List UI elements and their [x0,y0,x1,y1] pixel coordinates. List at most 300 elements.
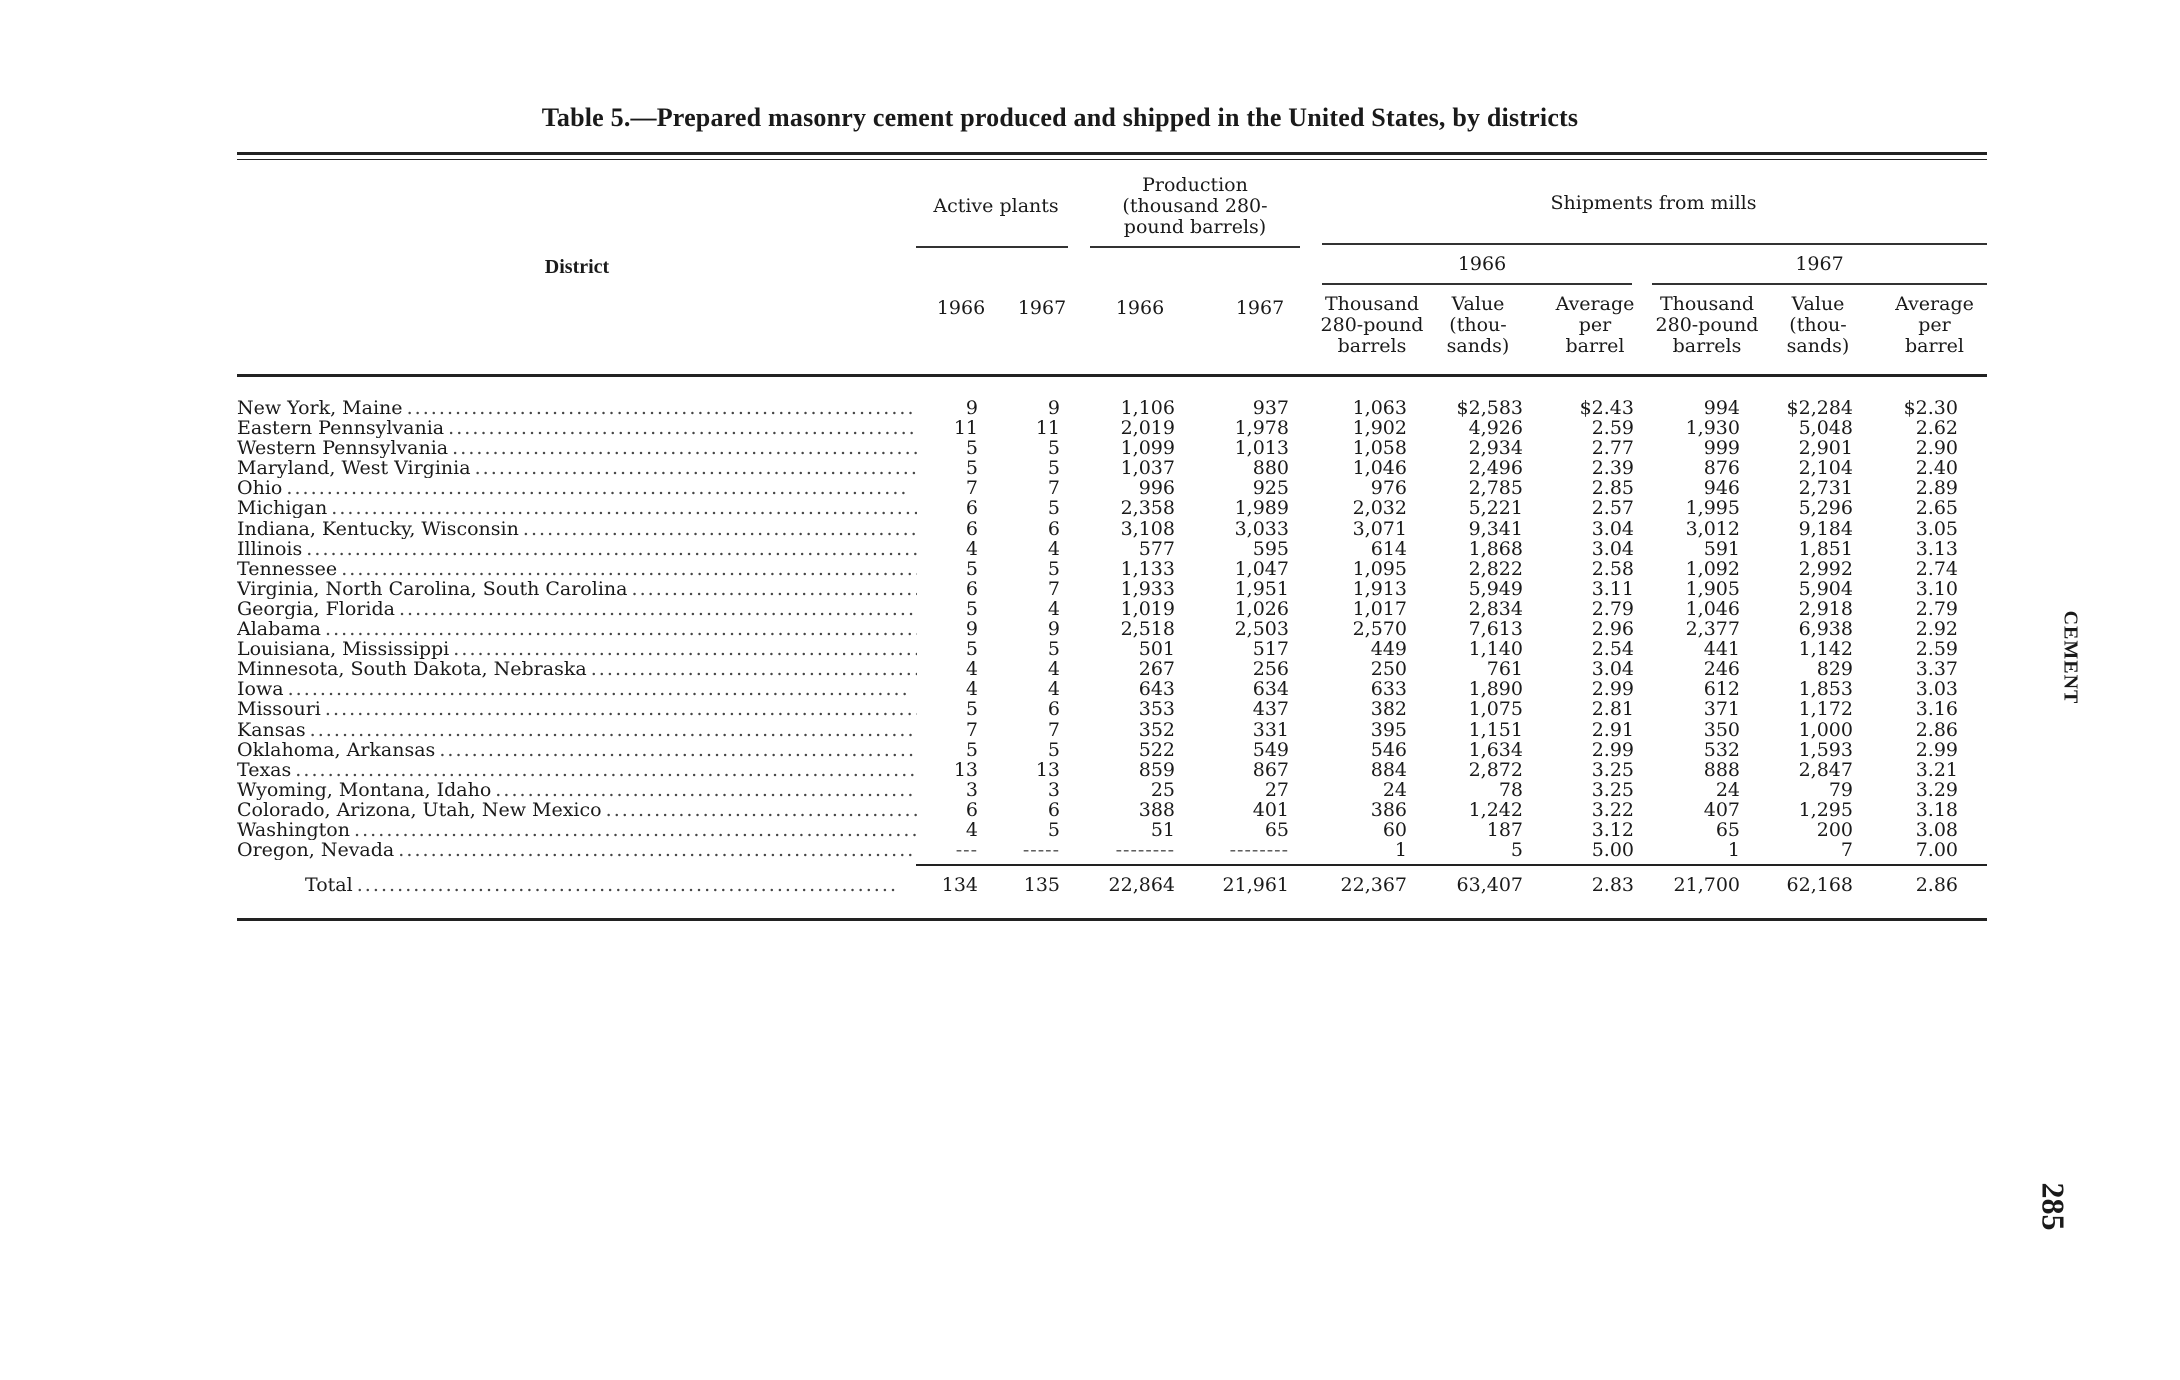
table-cell: 2,104 [1798,457,1853,480]
table-cell: 925 [1252,477,1289,500]
table-cell: 1,593 [1798,738,1853,761]
table-cell: 6 [965,517,978,540]
table-cell: 876 [1703,457,1740,480]
total-cell: 63,407 [1456,874,1523,896]
district-name: Wyoming, Montana, Idaho . . [237,780,917,800]
table-cell: 1,063 [1352,397,1407,419]
table-cell: 2,032 [1352,497,1407,520]
table-cell: 449 [1370,638,1407,661]
table-cell: 3.25 [1591,778,1634,801]
table-cell: 7 [965,477,978,500]
total-cell: 135 [1023,874,1060,896]
table-cell: 2,901 [1798,437,1853,460]
table-row [237,659,1987,679]
district-name: Illinois . . [237,539,917,559]
table-cell: 24 [1715,778,1740,801]
table-cell: 1,037 [1120,457,1175,480]
table-cell: 761 [1486,658,1523,681]
table-cell: 577 [1138,537,1175,560]
table-cell: 2.59 [1915,638,1958,661]
top-rule [237,152,1987,155]
table-cell: 7 [1840,839,1853,862]
table-cell: 591 [1703,537,1740,560]
table-cell: 2,992 [1798,557,1853,580]
table-cell: 7 [1047,718,1060,741]
column-header-plants-1966: 1966 [936,297,986,319]
district-name: Ohio . . [237,478,917,498]
table-cell: 1,853 [1798,678,1853,701]
table-cell: 517 [1252,638,1289,661]
table-cell: 1,075 [1468,698,1523,721]
table-cell: 4 [965,818,978,841]
table-cell: 867 [1252,758,1289,781]
table-cell: -------- [1115,839,1175,862]
table-cell: 437 [1252,698,1289,721]
table-cell: 24 [1382,778,1407,801]
table-cell: 3.16 [1915,698,1958,721]
table-cell: 5 [1047,738,1060,761]
table-cell: 13 [1035,758,1060,781]
district-name: Western Pennsylvania . . [237,438,917,458]
table-row [237,498,1987,518]
table-cell: 1,851 [1798,537,1853,560]
table-cell: 395 [1370,718,1407,741]
column-header-plants-1967: 1967 [1017,297,1067,319]
table-cell: 3.12 [1591,818,1634,841]
table-cell: 9 [965,397,978,419]
table-cell: 7,613 [1468,618,1523,641]
table-cell: 6 [965,497,978,520]
table-cell: 549 [1252,738,1289,761]
table-cell: 2.65 [1915,497,1958,520]
table-cell: 546 [1370,738,1407,761]
table-row [237,840,1987,860]
table-cell: 1,099 [1120,437,1175,460]
table-cell: 2,358 [1120,497,1175,520]
table-cell: 2,570 [1352,618,1407,641]
table-cell: 13 [953,758,978,781]
table-cell: 7 [1047,477,1060,500]
table-cell: 371 [1703,698,1740,721]
table-cell: 859 [1138,758,1175,781]
table-row [237,519,1987,539]
table-cell: 6,938 [1798,618,1853,641]
table-cell: 1,995 [1685,497,1740,520]
table-cell: 2.86 [1915,718,1958,741]
table-cell: 3.29 [1915,778,1958,801]
table-cell: 3.08 [1915,818,1958,841]
table-cell: 187 [1486,818,1523,841]
district-name: Minnesota, South Dakota, Nebraska . . [237,659,917,679]
table-row [237,699,1987,719]
table-cell: 994 [1703,397,1740,419]
table-cell: 5,048 [1798,417,1853,440]
table-cell: -------- [1229,839,1289,862]
table-cell: 2,731 [1798,477,1853,500]
table-cell: 2.91 [1591,718,1634,741]
table-cell: 3.04 [1591,658,1634,681]
table-cell: 6 [1047,517,1060,540]
table-cell: 2.81 [1591,698,1634,721]
table-cell: 267 [1138,658,1175,681]
table-cell: 5 [1047,818,1060,841]
table-cell: 60 [1382,818,1407,841]
total-label: Total . . [305,874,917,896]
table-cell: 3.18 [1915,798,1958,821]
table-cell: 2.79 [1591,597,1634,620]
table-cell: 3.22 [1591,798,1634,821]
table-cell: 3.13 [1915,537,1958,560]
table-cell: 78 [1498,778,1523,801]
column-header-production-1967: 1967 [1235,297,1285,319]
district-name: Alabama . . [237,619,917,639]
table-cell: 5,296 [1798,497,1853,520]
table-cell: 532 [1703,738,1740,761]
table-cell: 4 [1047,537,1060,560]
table-cell: 643 [1138,678,1175,701]
table-row [237,579,1987,599]
table-cell: 2,019 [1120,417,1175,440]
table-cell: 1,013 [1234,437,1289,460]
header-rule-production [1090,246,1300,248]
table-cell: 2,822 [1468,557,1523,580]
header-rule-shipments [1322,243,1987,245]
table-cell: 1,026 [1234,597,1289,620]
district-name: Maryland, West Virginia . . [237,458,917,478]
header-rule-1967 [1652,283,1987,285]
table-cell: 441 [1703,638,1740,661]
table-cell: 386 [1370,798,1407,821]
table-cell: 888 [1703,758,1740,781]
table-cell: 9 [1047,397,1060,419]
table-cell: 937 [1252,397,1289,419]
table-cell: 1,140 [1468,638,1523,661]
table-cell: $2.43 [1579,397,1634,419]
table-cell: 200 [1816,818,1853,841]
table-row [237,418,1987,438]
table-cell: $2,284 [1786,397,1853,419]
table-cell: 2.58 [1591,557,1634,580]
table-cell: 2.99 [1591,738,1634,761]
header-bottom-rule [237,374,1987,377]
column-header-average-1966: Average per barrel [1555,293,1635,357]
table-cell: 9 [965,618,978,641]
column-header-year-1967: 1967 [1795,253,1844,275]
table-cell: 6 [965,798,978,821]
district-name: Kansas . . [237,720,917,740]
table-cell: 3.11 [1591,577,1634,600]
table-row [237,800,1987,820]
table-row [237,619,1987,639]
table-cell: 4 [1047,597,1060,620]
top-rule-thin [237,159,1987,160]
table-cell: 1,913 [1352,577,1407,600]
table-cell: 401 [1252,798,1289,821]
bottom-rule [237,918,1987,921]
table-cell: 65 [1264,818,1289,841]
table-cell: 1,930 [1685,417,1740,440]
total-rule [916,864,1987,866]
table-cell: 1,106 [1120,397,1175,419]
table-cell: --- [955,839,978,862]
district-name: Michigan . . [237,498,917,518]
table-cell: 1,951 [1234,577,1289,600]
table-cell: 1,902 [1352,417,1407,440]
table-cell: 5,949 [1468,577,1523,600]
table-cell: 633 [1370,678,1407,701]
table-row [237,679,1987,699]
district-name: Louisiana, Mississippi . . [237,639,917,659]
table-cell: 4 [965,537,978,560]
table-cell: 246 [1703,658,1740,681]
table-cell: 1,242 [1468,798,1523,821]
table-row [237,599,1987,619]
table-cell: 5 [1047,557,1060,580]
table-row [237,539,1987,559]
column-header-district: District [544,256,610,278]
table-cell: 1,019 [1120,597,1175,620]
table-cell: 3.03 [1915,678,1958,701]
table-cell: 2.89 [1915,477,1958,500]
table-cell: 880 [1252,457,1289,480]
table-title: Table 5.—Prepared masonry cement produced and shipped in the United States, by districts [541,103,1579,132]
table-cell: 3,108 [1120,517,1175,540]
column-header-value-1967: Value (thou- sands) [1786,293,1850,357]
table-cell: 1,046 [1685,597,1740,620]
table-row [237,820,1987,840]
table-cell: 3.04 [1591,537,1634,560]
table-cell: 7.00 [1915,839,1958,862]
table-cell: 501 [1138,638,1175,661]
table-cell: 1,017 [1352,597,1407,620]
table-cell: 79 [1828,778,1853,801]
table-cell: 9,341 [1468,517,1523,540]
table-cell: 1,133 [1120,557,1175,580]
table-cell: 595 [1252,537,1289,560]
table-cell: 5 [1510,839,1523,862]
district-name: Texas . . [237,760,917,780]
total-cell: 21,700 [1673,874,1740,896]
table-cell: 1,978 [1234,417,1289,440]
table-cell: 5 [965,638,978,661]
table-cell: 353 [1138,698,1175,721]
table-cell: 1,989 [1234,497,1289,520]
district-name: Missouri . . [237,699,917,719]
table-cell: 65 [1715,818,1740,841]
table-cell: 5 [1047,638,1060,661]
table-cell: 2.57 [1591,497,1634,520]
table-cell: 2,847 [1798,758,1853,781]
table-cell: 1,047 [1234,557,1289,580]
column-header-production-1966: 1966 [1115,297,1165,319]
table-cell: 2.99 [1915,738,1958,761]
district-name: Iowa . . [237,679,917,699]
table-cell: 3.05 [1915,517,1958,540]
table-cell: 2.74 [1915,557,1958,580]
table-cell: 2.96 [1591,618,1634,641]
table-cell: 522 [1138,738,1175,761]
table-cell: 9 [1047,618,1060,641]
table-cell: 3 [965,778,978,801]
table-cell: 3.04 [1591,517,1634,540]
table-cell: ----- [1022,839,1060,862]
table-cell: 27 [1264,778,1289,801]
table-cell: 2.92 [1915,618,1958,641]
table-cell: 6 [965,577,978,600]
table-cell: 7 [1047,577,1060,600]
table-row [237,780,1987,800]
table-cell: 634 [1252,678,1289,701]
table-cell: 996 [1138,477,1175,500]
district-name: Oklahoma, Arkansas . . [237,740,917,760]
table-row [237,740,1987,760]
table-cell: 2.62 [1915,417,1958,440]
header-rule-active-plants [916,246,1068,248]
table-cell: 7 [965,718,978,741]
table-cell: 1,095 [1352,557,1407,580]
table-cell: 350 [1703,718,1740,741]
table-cell: 1,868 [1468,537,1523,560]
table-cell: 388 [1138,798,1175,821]
district-name: Tennessee . . [237,559,917,579]
table-row [237,458,1987,478]
table-cell: 331 [1252,718,1289,741]
district-name: Oregon, Nevada . . [237,840,917,860]
table-row [237,639,1987,659]
table-cell: 6 [1047,798,1060,821]
table-cell: 250 [1370,658,1407,681]
table-cell: 1,172 [1798,698,1853,721]
column-header-average-1967: Average per barrel [1895,293,1974,357]
table-cell: 2,834 [1468,597,1523,620]
table-row [237,438,1987,458]
table-cell: 2.54 [1591,638,1634,661]
column-header-production: Production (thousand 280- pound barrels) [1122,174,1268,238]
table-cell: 4 [965,678,978,701]
column-header-value-1966: Value (thou- sands) [1446,293,1510,357]
table-cell: 2.59 [1591,417,1634,440]
table-cell: 999 [1703,437,1740,460]
table-cell: 2.85 [1591,477,1634,500]
table-cell: 11 [953,417,978,440]
district-name: Colorado, Arizona, Utah, New Mexico . . [237,800,917,820]
table-cell: 1,092 [1685,557,1740,580]
table-cell: 5 [965,557,978,580]
table-cell: 4,926 [1468,417,1523,440]
district-name: Washington . . [237,820,917,840]
table-cell: 1,046 [1352,457,1407,480]
page-number: 285 [2035,1182,2072,1231]
table-cell: 2,934 [1468,437,1523,460]
table-cell: 4 [1047,658,1060,681]
table-cell: 51 [1150,818,1175,841]
table-cell: 5 [965,457,978,480]
column-header-shipments: Shipments from mills [1550,192,1757,214]
table-cell: 5 [1047,437,1060,460]
running-head-cement: CEMENT [2059,610,2082,705]
table-cell: 976 [1370,477,1407,500]
table-body [237,398,1987,860]
table-cell: 2.99 [1591,678,1634,701]
table-cell: 2,496 [1468,457,1523,480]
table-cell: 5 [965,738,978,761]
district-name: Indiana, Kentucky, Wisconsin . . [237,519,917,539]
table-cell: 5 [965,437,978,460]
table-cell: 25 [1150,778,1175,801]
table-cell: 3,071 [1352,517,1407,540]
column-header-year-1966: 1966 [1457,253,1507,275]
total-cell: 134 [941,874,978,896]
total-cell: 2.86 [1915,874,1958,896]
table-cell: 5 [1047,457,1060,480]
table-cell: 256 [1252,658,1289,681]
table-cell: 1,295 [1798,798,1853,821]
column-header-quantity-1966: Thousand 280-pound barrels [1320,293,1424,357]
table-row [237,720,1987,740]
table-cell: 2,918 [1798,597,1853,620]
table-cell: 4 [965,658,978,681]
table-cell: 1,151 [1468,718,1523,741]
table-cell: 11 [1035,417,1060,440]
table-cell: 3.21 [1915,758,1958,781]
table-cell: 5 [965,597,978,620]
table-cell: 3.37 [1915,658,1958,681]
table-cell: 946 [1703,477,1740,500]
table-cell: 4 [1047,678,1060,701]
table-cell: 3.10 [1915,577,1958,600]
table-row [237,398,1987,418]
table-cell: 1,058 [1352,437,1407,460]
table-cell: 407 [1703,798,1740,821]
table-row [237,559,1987,579]
table-cell: 1 [1394,839,1407,862]
table-cell: 2,872 [1468,758,1523,781]
table-cell: 1,890 [1468,678,1523,701]
table-cell: 2.90 [1915,437,1958,460]
table-cell: 5 [965,698,978,721]
table-cell: 2.79 [1915,597,1958,620]
table-cell: 2.40 [1915,457,1958,480]
table-cell: 2,503 [1234,618,1289,641]
table-cell: 1,142 [1798,638,1853,661]
district-name: Eastern Pennsylvania . . [237,418,917,438]
total-cell: 22,367 [1340,874,1407,896]
column-header-active-plants: Active plants [933,195,1059,217]
table-cell: 612 [1703,678,1740,701]
table-cell: 614 [1370,537,1407,560]
table-cell: 3 [1047,778,1060,801]
header-rule-1966 [1322,283,1632,285]
total-row [237,874,1987,898]
table-cell: 2.39 [1591,457,1634,480]
total-cell: 21,961 [1222,874,1289,896]
table-cell: 2.77 [1591,437,1634,460]
table-cell: 382 [1370,698,1407,721]
district-name: New York, Maine . . [237,398,917,418]
table-cell: 3,012 [1685,517,1740,540]
table-cell: 6 [1047,698,1060,721]
table-cell: 1,933 [1120,577,1175,600]
table-cell: 352 [1138,718,1175,741]
district-name: Virginia, North Carolina, South Carolina . . [237,579,917,599]
table-cell: $2.30 [1903,397,1958,419]
table-cell: 3.25 [1591,758,1634,781]
table-cell: 5 [1047,497,1060,520]
table-cell: 1 [1727,839,1740,862]
total-cell: 62,168 [1786,874,1853,896]
table-cell: 2,785 [1468,477,1523,500]
table-cell: 5.00 [1591,839,1634,862]
